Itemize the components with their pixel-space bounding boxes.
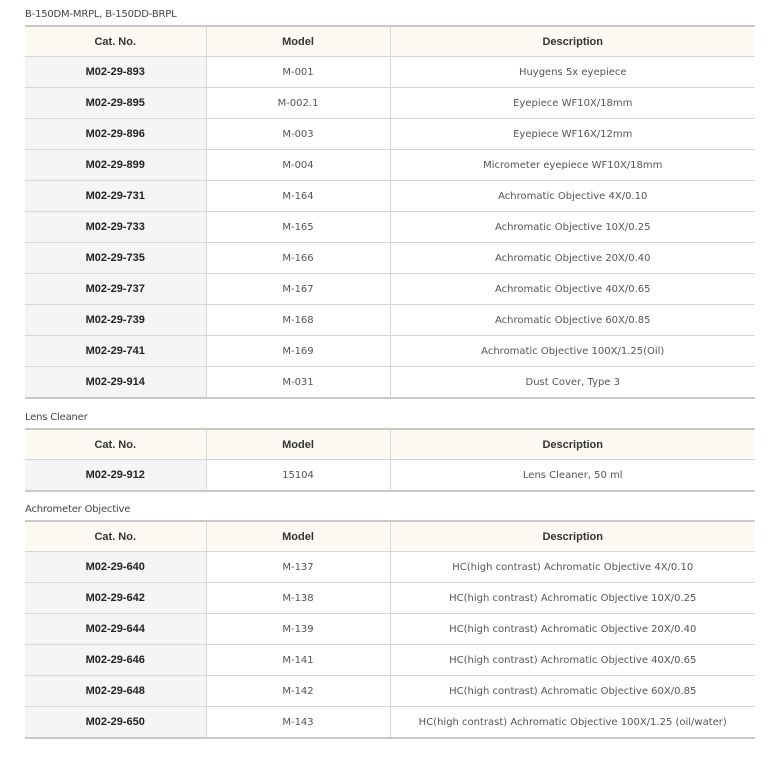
description-cell: Achromatic Objective 60X/0.85	[390, 305, 755, 336]
section-title: Lens Cleaner	[25, 412, 88, 423]
model-cell: M-004	[206, 150, 390, 181]
table-row	[25, 367, 755, 399]
table-row	[25, 336, 755, 367]
model-cell: M-003	[206, 119, 390, 150]
description-cell: Lens Cleaner, 50 ml	[390, 460, 755, 492]
model-cell: M-168	[206, 305, 390, 336]
description-cell: Micrometer eyepiece WF10X/18mm	[390, 150, 755, 181]
model-cell: M-143	[206, 707, 390, 739]
model-cell: M-165	[206, 212, 390, 243]
model-header: Model	[206, 429, 390, 460]
cat-no-cell: M02-29-642	[25, 583, 206, 614]
model-header: Model	[206, 26, 390, 57]
description-cell: HC(high contrast) Achromatic Objective 20X/0.40	[390, 614, 755, 645]
model-cell: M-138	[206, 583, 390, 614]
table-header-row	[25, 521, 755, 552]
parts-table	[25, 25, 755, 399]
model-cell: M-141	[206, 645, 390, 676]
table-header-row	[25, 429, 755, 460]
table-row	[25, 552, 755, 583]
table-row	[25, 676, 755, 707]
table-row	[25, 583, 755, 614]
cat-no-cell: M02-29-739	[25, 305, 206, 336]
parts-table	[25, 428, 755, 492]
description-cell: HC(high contrast) Achromatic Objective 40X/0.65	[390, 645, 755, 676]
cat-no-cell: M02-29-650	[25, 707, 206, 739]
description-header: Description	[390, 26, 755, 57]
model-cell: M-166	[206, 243, 390, 274]
cat-no-cell: M02-29-646	[25, 645, 206, 676]
description-header: Description	[390, 429, 755, 460]
table-row	[25, 243, 755, 274]
description-cell: HC(high contrast) Achromatic Objective 60X/0.85	[390, 676, 755, 707]
table-row	[25, 707, 755, 739]
section-title: B-150DM-MRPL, B-150DD-BRPL	[25, 9, 177, 20]
model-cell: M-167	[206, 274, 390, 305]
cat-no-cell: M02-29-899	[25, 150, 206, 181]
cat-no-cell: M02-29-648	[25, 676, 206, 707]
table-header-row	[25, 26, 755, 57]
cat-no-cell: M02-29-644	[25, 614, 206, 645]
section-title: Achrometer Objective	[25, 504, 131, 515]
description-cell: Achromatic Objective 4X/0.10	[390, 181, 755, 212]
model-cell: M-142	[206, 676, 390, 707]
description-cell: Achromatic Objective 100X/1.25(Oil)	[390, 336, 755, 367]
model-header: Model	[206, 521, 390, 552]
model-cell: M-169	[206, 336, 390, 367]
cat-no-cell: M02-29-733	[25, 212, 206, 243]
model-cell: M-031	[206, 367, 390, 399]
description-cell: Eyepiece WF16X/12mm	[390, 119, 755, 150]
cat-no-header: Cat. No.	[25, 26, 206, 57]
table-row	[25, 274, 755, 305]
description-cell: HC(high contrast) Achromatic Objective 100X/1.25 (oil/water)	[390, 707, 755, 739]
description-cell: Dust Cover, Type 3	[390, 367, 755, 399]
table-row	[25, 150, 755, 181]
table-row	[25, 305, 755, 336]
description-cell: Achromatic Objective 40X/0.65	[390, 274, 755, 305]
description-cell: HC(high contrast) Achromatic Objective 10X/0.25	[390, 583, 755, 614]
model-cell: M-001	[206, 57, 390, 88]
model-cell: M-139	[206, 614, 390, 645]
description-cell: Eyepiece WF10X/18mm	[390, 88, 755, 119]
cat-no-cell: M02-29-735	[25, 243, 206, 274]
table-row	[25, 88, 755, 119]
model-cell: M-137	[206, 552, 390, 583]
cat-no-cell: M02-29-737	[25, 274, 206, 305]
table-row	[25, 119, 755, 150]
table-row	[25, 645, 755, 676]
table-row	[25, 212, 755, 243]
cat-no-cell: M02-29-741	[25, 336, 206, 367]
cat-no-cell: M02-29-912	[25, 460, 206, 492]
model-cell: M-164	[206, 181, 390, 212]
cat-no-header: Cat. No.	[25, 429, 206, 460]
description-cell: HC(high contrast) Achromatic Objective 4X/0.10	[390, 552, 755, 583]
cat-no-cell: M02-29-914	[25, 367, 206, 399]
description-cell: Achromatic Objective 10X/0.25	[390, 212, 755, 243]
cat-no-cell: M02-29-731	[25, 181, 206, 212]
parts-table	[25, 520, 755, 739]
table-row	[25, 181, 755, 212]
table-row	[25, 57, 755, 88]
cat-no-cell: M02-29-640	[25, 552, 206, 583]
description-cell: Achromatic Objective 20X/0.40	[390, 243, 755, 274]
description-header: Description	[390, 521, 755, 552]
table-row	[25, 614, 755, 645]
cat-no-header: Cat. No.	[25, 521, 206, 552]
model-cell: 15104	[206, 460, 390, 492]
description-cell: Huygens 5x eyepiece	[390, 57, 755, 88]
table-row	[25, 460, 755, 492]
model-cell: M-002.1	[206, 88, 390, 119]
cat-no-cell: M02-29-895	[25, 88, 206, 119]
cat-no-cell: M02-29-896	[25, 119, 206, 150]
cat-no-cell: M02-29-893	[25, 57, 206, 88]
